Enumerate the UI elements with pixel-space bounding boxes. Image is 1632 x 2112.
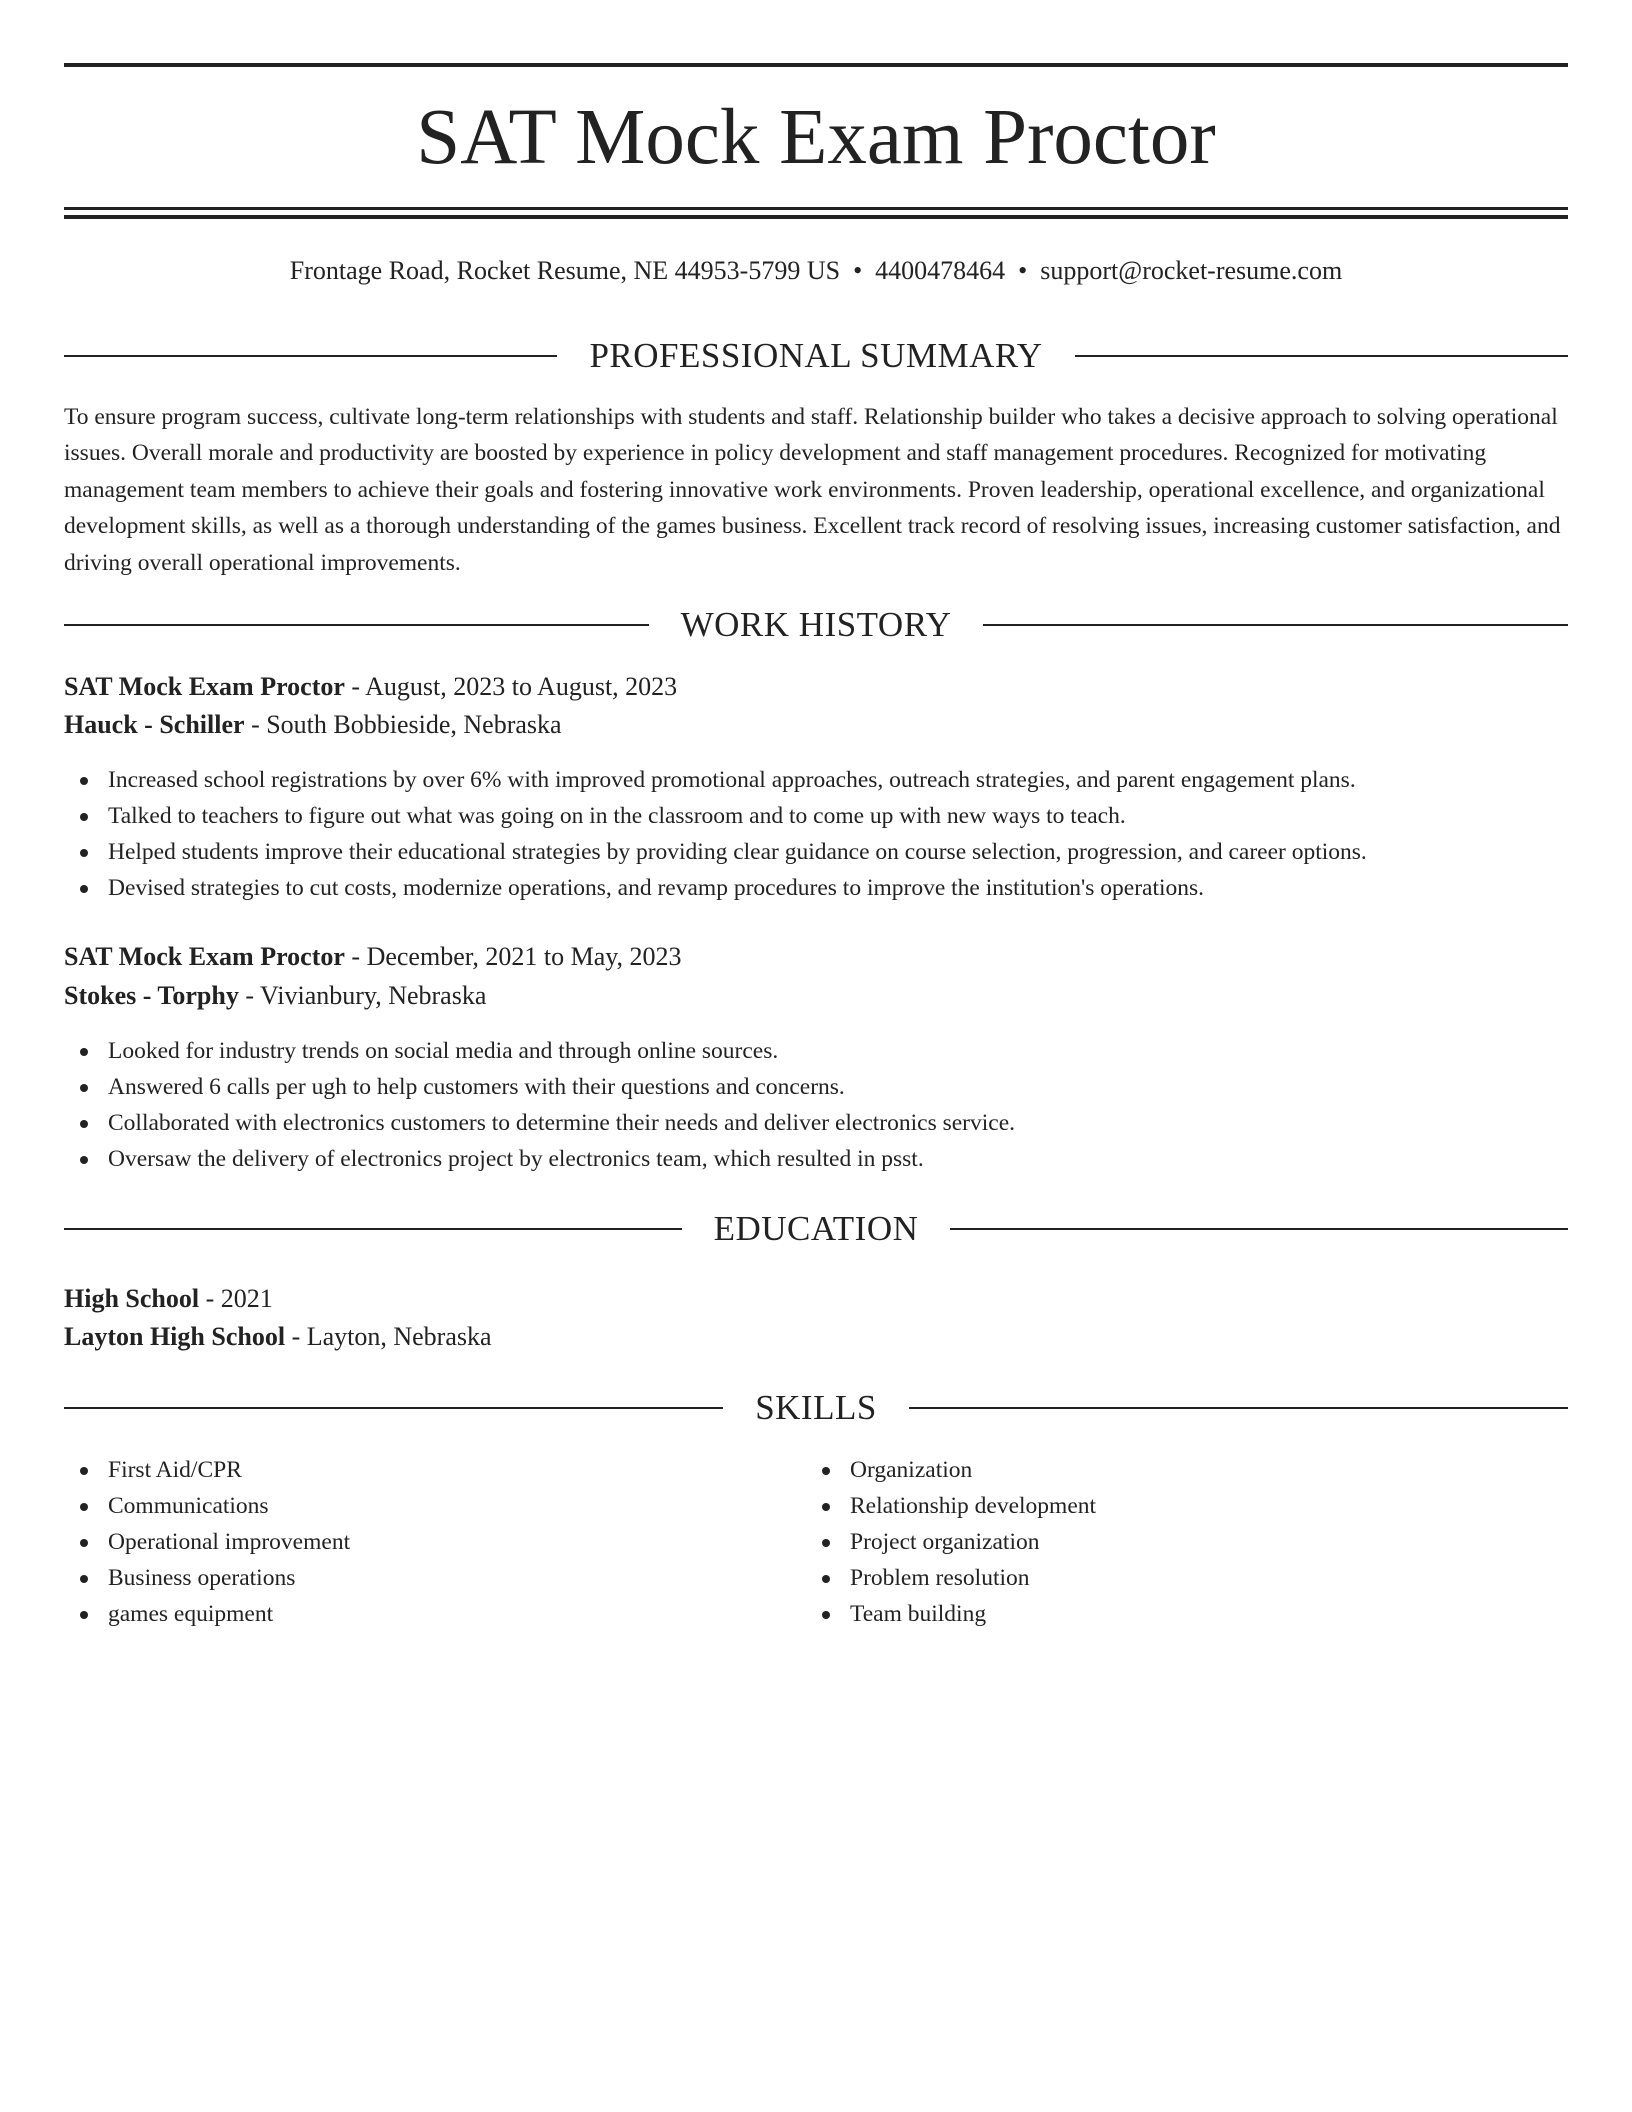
list-item: Increased school registrations by over 6% with improved promotional approaches, outreach strategies, and parent engagement plans.	[64, 762, 1568, 798]
section-heading-skills	[64, 1386, 1568, 1430]
header-bottom-rule-second	[64, 215, 1568, 219]
contact-phone: 4400478464	[875, 256, 1006, 285]
job-company-line	[64, 708, 1568, 742]
education-year: - 2021	[199, 1284, 273, 1313]
job-bullets	[64, 1033, 1568, 1177]
education-school: Layton High School	[64, 1322, 286, 1351]
section-title: WORK HISTORY	[680, 605, 952, 644]
job-title-line	[64, 670, 1568, 704]
skill-item: Problem resolution	[806, 1560, 1632, 1596]
header-top-rule	[64, 63, 1568, 67]
list-item: Collaborated with electronics customers to determine their needs and deliver electronics service.	[64, 1105, 1568, 1141]
skill-item: First Aid/CPR	[64, 1452, 1568, 1488]
resume-name: SAT Mock Exam Proctor	[416, 94, 1216, 181]
skill-item: Team building	[806, 1596, 1632, 1632]
contact-separator: •	[1018, 256, 1028, 285]
heading-rule-left	[64, 1407, 723, 1409]
skill-item: Communications	[64, 1488, 1568, 1524]
heading-rule-left	[64, 1228, 682, 1230]
education-location: - Layton, Nebraska	[285, 1322, 492, 1351]
contact-line	[64, 255, 1568, 287]
section-heading-education	[64, 1207, 1568, 1251]
heading-rule-right	[950, 1228, 1568, 1230]
skill-item: Organization	[806, 1452, 1632, 1488]
list-item: Devised strategies to cut costs, modernize operations, and revamp procedures to improve the institution's operations.	[64, 870, 1568, 906]
list-item: Looked for industry trends on social media and through online sources.	[64, 1033, 1568, 1069]
skill-item: Operational improvement	[64, 1524, 1568, 1560]
job-dates: - December, 2021 to May, 2023	[344, 942, 682, 971]
contact-email: support@rocket-resume.com	[1040, 256, 1343, 285]
education-degree: High School	[64, 1284, 200, 1313]
heading-rule-right	[909, 1407, 1568, 1409]
skill-item: Relationship development	[806, 1488, 1632, 1524]
heading-rule-left	[64, 355, 557, 357]
job-company-line	[64, 979, 1568, 1013]
list-item: Helped students improve their educational strategies by providing clear guidance on course selection, progression, and career options.	[64, 834, 1568, 870]
section-heading-work-history	[64, 603, 1568, 647]
job-title: SAT Mock Exam Proctor	[64, 942, 345, 971]
section-heading-summary	[64, 334, 1568, 378]
job-bullets	[64, 762, 1568, 906]
job-title-line	[64, 940, 1568, 974]
summary-text: To ensure program success, cultivate long-term relationships with students and staff. Relationship builder who takes a decisive approach to solving operational issues. Overall morale and productivity are boosted by experience in policy development and staff management procedures. Recognized for motivating management team members to achieve their goals and fostering innovative work environments. Proven leadership, operational excellence, and organizational development skills, as well as a thorough understanding of the games business. Excellent track record of resolving issues, increasing customer satisfaction, and driving overall operational improvements.	[64, 404, 1561, 576]
job-company: Stokes - Torphy	[64, 981, 239, 1010]
heading-rule-left	[64, 624, 649, 626]
job-dates: - August, 2023 to August, 2023	[344, 672, 678, 701]
heading-rule-right	[1075, 355, 1568, 357]
skill-item: Project organization	[806, 1524, 1632, 1560]
skill-item: games equipment	[64, 1596, 1568, 1632]
list-item: Answered 6 calls per ugh to help customers with their questions and concerns.	[64, 1069, 1568, 1105]
contact-address: Frontage Road, Rocket Resume, NE 44953-5799 US	[289, 256, 841, 285]
header-bottom-rule	[64, 207, 1568, 210]
section-title: EDUCATION	[713, 1209, 919, 1248]
skills-list-right	[806, 1452, 1632, 1632]
job-company: Hauck - Schiller	[64, 710, 245, 739]
job-location: - South Bobbieside, Nebraska	[244, 710, 562, 739]
section-title: PROFESSIONAL SUMMARY	[589, 336, 1043, 375]
education-school-line	[64, 1320, 1568, 1354]
list-item: Oversaw the delivery of electronics project by electronics team, which resulted in psst.	[64, 1141, 1568, 1177]
contact-separator: •	[853, 256, 863, 285]
section-title: SKILLS	[755, 1388, 877, 1427]
education-degree-line	[64, 1282, 1568, 1316]
job-title: SAT Mock Exam Proctor	[64, 672, 345, 701]
skill-item: Business operations	[64, 1560, 1568, 1596]
heading-rule-right	[983, 624, 1568, 626]
job-location: - Vivianbury, Nebraska	[238, 981, 487, 1010]
list-item: Talked to teachers to figure out what was going on in the classroom and to come up with new ways to teach.	[64, 798, 1568, 834]
